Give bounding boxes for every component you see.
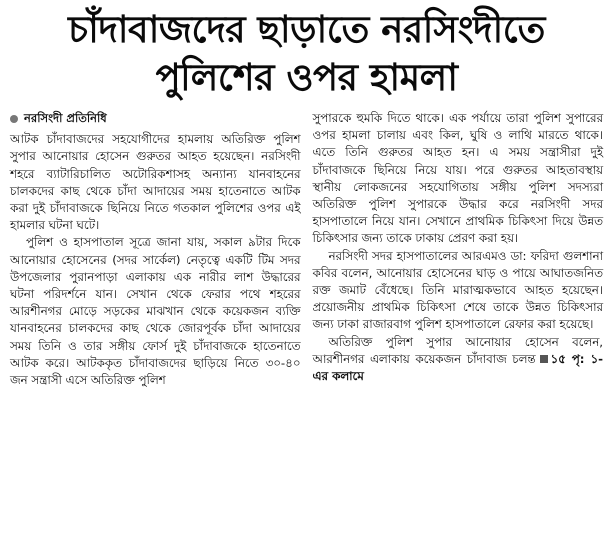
headline-line-1: চাঁদাবাজদের ছাড়াতে নরসিংদীতে bbox=[68, 8, 545, 51]
paragraph-5-text: অতিরিক্ত পুলিশ সুপার আনোয়ার হোসেন বলেন, আরশীনগর এলাকায় কয়েকজন চাঁদাবাজ চলন্ত bbox=[312, 334, 603, 366]
paragraph-1: আটক চাঁদাবাজদের সহযোগীদের হামলায় অতিরিক্ত পুলিশ সুপার আনোয়ার হোসেন গুরুতর আহত হয়েছেন। নরসিংদী শহরে ব্যাটারিচালিত অটোরিকশাসহ অন্যান্য যানবাহনের চালকদের কাছ থেকে চাঁদা আদায়ের সময় হাতেনাতে আটক করা দুই চাঁদাবাজকে ছিনিয়ে নিতে গতকাল পুলিশের ওপর এই হামলার ঘটনা ঘটে। bbox=[10, 132, 301, 233]
article-body bbox=[10, 110, 603, 389]
paragraph-3: সুপারকে হুমকি দিতে থাকে। এক পর্যায়ে তারা পুলিশ সুপারের ওপর হামলা চালায় এবং কিল, ঘুষি ও লাথি মারতে থাকে। এতে তিনি গুরুতর আহত হন। এ সময় সন্ত্রাসীরা দুই চাঁদাবাজকে ছিনিয়ে নিয়ে যায়। পরে গুরুতর আহতাবস্থায় স্থানীয় লোকজনের সহযোগিতায় সঙ্গীয় পুলিশ সদস্যরা অতিরিক্ত পুলিশ সুপারকে উদ্ধার করে নরসিংদী সদর হাসপাতালে নিয়ে যান। সেখানে প্রাথমিক চিকিৎসা দিয়ে উন্নত চিকিৎসার জন্য তাকে ঢাকায় প্রেরণ করা হয়। bbox=[312, 111, 603, 246]
square-bullet-icon bbox=[540, 355, 548, 363]
paragraph-4: নরসিংদী সদর হাসপাতালের আরএমও ডা: ফরিদা গুলশানা কবির বলেন, আনোয়ার হোসেনের ঘাড় ও পায়ে আঘাতজনিত রক্ত জমাট বেঁধেছে। তিনি মারাত্মকভাবে আহত হয়েছেন। প্রয়োজনীয় প্রাথমিক চিকিৎসা শেষে তাকে উন্নত চিকিৎসার জন্য ঢাকা রাজারবাগ পুলিশ হাসপাতালে রেফার করা হয়েছে। bbox=[312, 248, 603, 332]
paragraph-5 bbox=[313, 334, 604, 386]
byline-text: নরসিংদী প্রতিনিধি bbox=[24, 111, 107, 125]
paragraph-2: পুলিশ ও হাসপাতাল সূত্রে জানা যায়, সকাল ৯টার দিকে আনোয়ার হোসেনের (সদর সার্কেল) নেতৃত্বে একটি টিম সদর উপজেলার পুরানপাড়া এলাকায় এক নারীর লাশ উদ্ধারের ঘটনা পরিদর্শনে যান। সেখান থেকে ফেরার পথে শহরের আরশীনগর মোড়ে সড়কের মাঝখান থেকে কয়েকজন ব্যক্তি যানবাহনের চালকদের কাছ থেকে জোরপূর্বক চাঁদা আদায়ের সময় তিনি ও তার সঙ্গীয় ফোর্স দুই চাঁদাবাজকে হাতেনাতে আটক করে। আটককৃত চাঁদাবাজদের ছাড়িয়ে নিতে ৩০-৪০ জন সন্ত্রাসী এসে অতিরিক্ত পুলিশ bbox=[10, 235, 301, 388]
left-column bbox=[10, 110, 301, 389]
continuation-text: ১৫ পৃ: ১-এর কলামে bbox=[312, 351, 603, 384]
headline-line-2: পুলিশের ওপর হামলা bbox=[155, 56, 458, 99]
bullet-icon bbox=[10, 115, 18, 123]
right-column bbox=[313, 110, 604, 389]
byline bbox=[10, 110, 301, 127]
